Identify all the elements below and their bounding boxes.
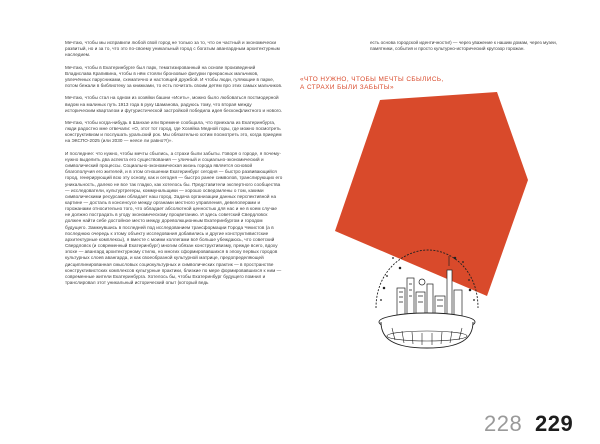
page-number-left: 228 xyxy=(484,411,523,436)
page-number-right: 229 xyxy=(535,411,574,436)
red-pentagon-shape xyxy=(335,92,528,296)
paragraph-4: Мечтаю, чтобы когда-нибудь в Шанхае или Бремене сообщала, что приехала из Екатеринбурга, люди радостно мне отвечали: «О, этот тот город, где Хозяйка Медной горы, где можно посмотреть конструктивизм и послушать уральский рок. Мы обязательно хотим посмотреть это, когда приедем на ЭКСПО-2025 (или 2030 — неясе ли равно?!)». xyxy=(65,119,282,144)
quote-line-1: «ЧТО НУЖНО, ЧТОБЫ МЕЧТЫ СБЫЛИСЬ, xyxy=(300,76,444,83)
pull-quote xyxy=(300,76,460,92)
quote-line-2: А СТРАХИ БЫЛИ ЗАБЫТЫ» xyxy=(300,84,395,92)
paragraph-5: И последнее: что нужно, чтобы мечты сбылись, а страхи были забыты. Говоря о городе, я почему-нужно выделить два аспекта его существования — уличный и социально-экономический и символический процессы. Социально-экономическая жизнь города является основой благополучия его жителей, и в этом отношении Екатеринбург сегодня — быстро развивающийся город, генерирующий всю эту основу, как и сегодня — быстро ранее символов, транслирующих его уникальность, далеко не все так гладко, как хотелось бы. Представители экспертного сообщества — исследователи, культуртрегеры, коммунальщики — хорошо осведомлены о том, какими символическими ресурсами обладает наш город. Задача организации данных перспективной на картине — досталь в консенсусе между органами местного управления, девелоперами и горожанами относительно того, что обладает абсолютной ценностью для нас и не в коем случае не должно пострадать в угоду экономическому процветанию. И здесь советский Свердловск должен найти себе достойное место между дореволюционным Екатеринбургом и городом будущего. Замкнувшись в последней под исследованием трансформации Города Чекистов (а в последнюю очередь к этому объекту исследования добавились и другие конструктивистские архитектурные комплексы), я вместе с моими коллегами всё больше убеждаюсь, что советский Свердловск (и современный Екатеринбург) многим обязан конструктивизму, прежде всего, вдоху эпохе — авангард архитектурному стилю, но многих сформировавшихся в эпоху первых городов культурных слоев авангарда, и как своеобразной культурной матрице, предопределяющей дисциплинированная смысловых социокультурных и символических практик — в пространстве конструктивистских комплексов культурные практики, близкие по мере формировавшихся к ним — современные жители Екатеринбурга. Хотелось бы, чтобы Екатеринбург будущего помнил и транслировал этот уникальный исторический опыт (который ведь xyxy=(65,150,283,286)
right-column-text: есть основа городской идентичности!) — через уважение к нашим домам, через музеи, памятники, события и просто культурно-исторический кругозор горожан. xyxy=(370,40,557,52)
paragraph-2: Мечтаю, чтобы в Екатеринбурге был парк, тематизированный на основе произведений Владислава Крапивина, чтобы в нём стояли бронзовые фигурки прекрасных мальчиков, увлечённых парусниками, схематично и настоящей дружбой. И чтобы люди, гуляющие в парке, потом бежали в библиотеку за книжками, то есть почитать своим детям про этих самых мальчиков. xyxy=(65,64,283,89)
left-text-column xyxy=(65,40,283,292)
right-text-column xyxy=(370,40,570,52)
paragraph-3: Мечтаю, чтобы стал на одном из хозяйки башни «Исеть», можно было любоваться постмодерной видом на малиных путь 1913 года в руку Шаманова, радуюсь тому, что вторая между историческим кварталом и футуристической застройкой победила идея бесконфликтного и нового. xyxy=(65,95,283,113)
paragraph-1: Мечтаю, чтобы мы исправили любой свой город не только за то, что он частный и экономически развитый, но и за то, что это по-своему уникальный город с богатым авангардным архитектурным наследием. xyxy=(65,40,280,58)
